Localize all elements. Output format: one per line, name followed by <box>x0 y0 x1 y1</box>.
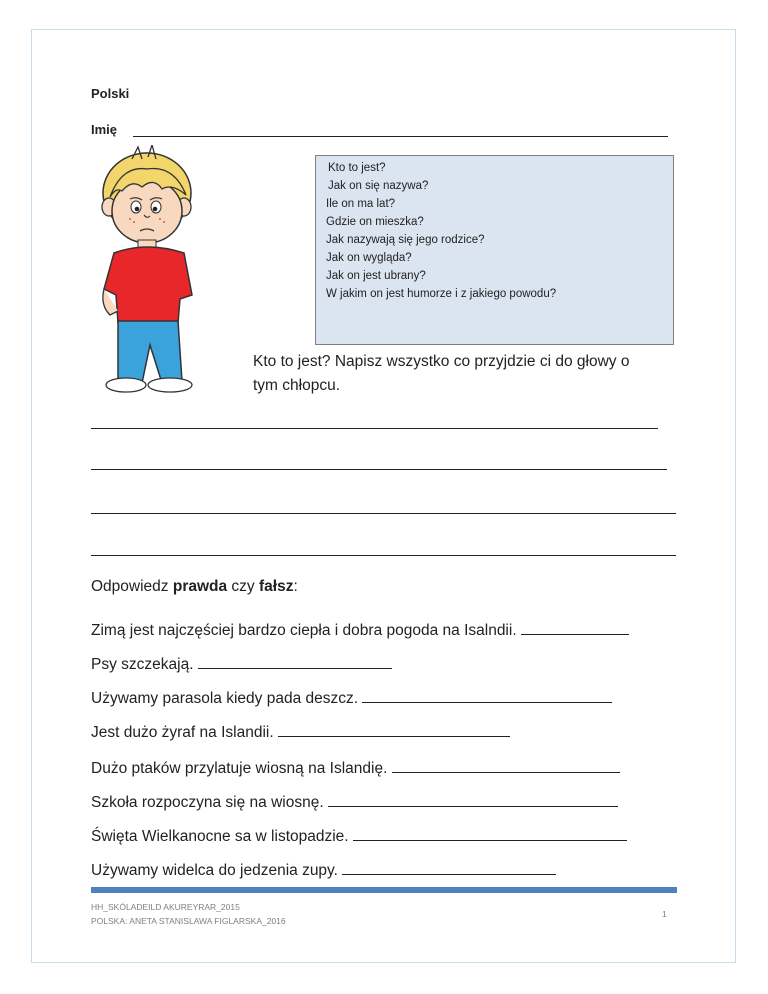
statement-row <box>91 826 627 846</box>
statement-row <box>91 620 629 640</box>
footer-line-2: POLSKA: ANETA STANISLAWA FIGLARSKA_2016 <box>91 916 286 926</box>
boy-pants <box>118 321 182 383</box>
statement-text: Szkoła rozpoczyna się na wiosnę. <box>91 794 324 811</box>
statement-text: Jest dużo żyraf na Islandii. <box>91 724 274 741</box>
question-item: W jakim on jest humorze i z jakiego powodu? <box>326 288 557 300</box>
writing-line[interactable] <box>91 499 676 514</box>
name-label <box>91 122 117 137</box>
statement-text: Święta Wielkanocne sa w listopadzie. <box>91 828 349 845</box>
question-item: Jak nazywają się jego rodzice? <box>326 234 485 246</box>
question-item: Jak on wygląda? <box>326 252 412 264</box>
statement-text: Używamy widelca do jedzenia zupy. <box>91 862 338 879</box>
instruction-line-2: tym chłopcu. <box>253 377 341 394</box>
answer-blank[interactable] <box>521 620 629 635</box>
answer-blank[interactable] <box>198 654 392 669</box>
writing-line[interactable] <box>91 414 658 429</box>
statement-text: Psy szczekają. <box>91 656 194 673</box>
statement-row <box>91 758 620 778</box>
question-box <box>315 155 674 345</box>
subject-title: Polski <box>91 86 130 101</box>
answer-blank[interactable] <box>353 826 627 841</box>
writing-line[interactable] <box>91 455 667 470</box>
question-item: Jak on jest ubrany? <box>326 270 426 282</box>
statement-row <box>91 654 392 674</box>
statement-text: Używamy parasola kiedy pada deszcz. <box>91 690 359 707</box>
name-input-line[interactable] <box>133 122 668 137</box>
statement-row <box>91 722 510 742</box>
intro-false-word: fałsz <box>259 578 294 595</box>
intro-true-word: prawda <box>172 578 228 595</box>
statement-row <box>91 792 618 812</box>
answer-blank[interactable] <box>362 688 612 703</box>
writing-line[interactable] <box>91 541 676 556</box>
intro-text: Odpowiedz <box>91 578 173 595</box>
answer-blank[interactable] <box>328 792 618 807</box>
page-number: 1 <box>662 909 667 919</box>
instruction-line-1: Kto to jest? Napisz wszystko co przyjdzie ci do głowy o <box>253 353 630 370</box>
name-label-text: Imię <box>91 122 118 137</box>
statement-row <box>91 860 556 880</box>
question-item: Ile on ma lat? <box>326 198 396 210</box>
answer-blank[interactable] <box>278 722 510 737</box>
boy-illustration <box>92 145 202 395</box>
statement-text: Dużo ptaków przylatuje wiosną na Islandię. <box>91 760 388 777</box>
question-item: Jak on się nazywa? <box>328 180 429 192</box>
footer-line-1: HH_SKÓLADEILD AKUREYRAR_2015 <box>91 902 240 912</box>
intro-text: : <box>293 578 298 595</box>
answer-blank[interactable] <box>392 758 620 773</box>
true-false-intro <box>91 578 298 596</box>
intro-text: czy <box>227 578 259 595</box>
statement-row <box>91 688 612 708</box>
question-item: Kto to jest? <box>328 162 386 174</box>
question-item: Gdzie on mieszka? <box>326 216 424 228</box>
answer-blank[interactable] <box>342 860 556 875</box>
statement-text: Zimą jest najczęściej bardzo ciepła i dobra pogoda na Isalndii. <box>91 622 517 639</box>
footer-bar <box>91 887 677 893</box>
